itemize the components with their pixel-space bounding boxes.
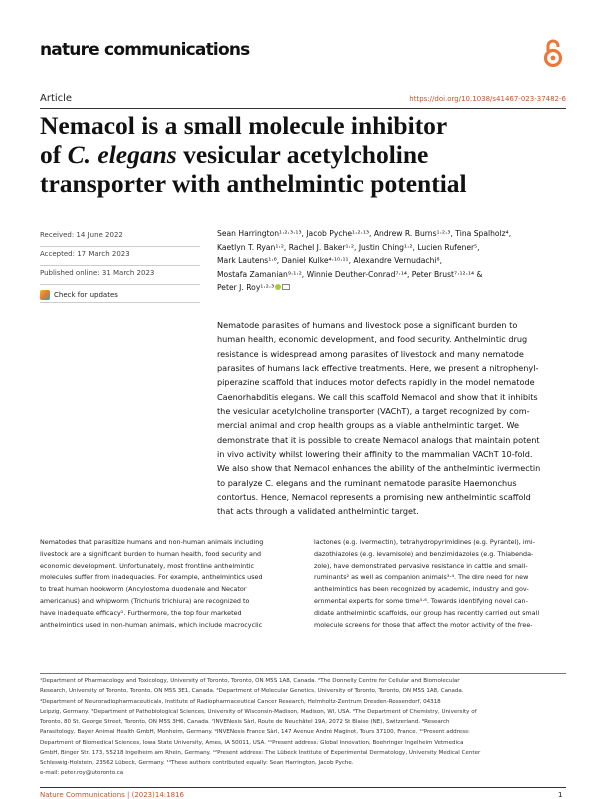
author-line: Peter J. Roy¹·²·³ bbox=[217, 281, 562, 295]
title-line: transporter with anthelmintic potential bbox=[40, 169, 467, 198]
abstract-line: mercial animal and crop health groups as a viable anthelmintic target. We bbox=[217, 420, 520, 431]
journal-title: nature communications bbox=[40, 40, 250, 60]
check-updates-button[interactable] bbox=[40, 285, 200, 303]
body-line: Nematodes that parasitize humans and non-human animals including bbox=[40, 538, 264, 546]
divider bbox=[40, 673, 566, 674]
article-title bbox=[40, 111, 560, 198]
email-link[interactable]: e-mail: peter.roy@utoronto.ca bbox=[40, 770, 124, 777]
abstract-line: demonstrate that it is possible to create Nemacol analogs that maintain potent bbox=[217, 434, 540, 445]
abstract-line: to paralyze C. elegans and the ruminant nematode parasite Haemonchus bbox=[217, 477, 517, 488]
article-type: Article bbox=[40, 93, 73, 104]
article-dates bbox=[40, 228, 200, 303]
envelope-icon[interactable] bbox=[282, 284, 290, 290]
abstract-line: Caenorhabditis elegans. We call this scaffold Nemacol and show that it inhibits bbox=[217, 391, 538, 402]
author-list bbox=[217, 227, 562, 295]
body-line: lactones (e.g. ivermectin), tetrahydropyrimidines (e.g. Pyrantel), imi- bbox=[314, 538, 535, 546]
orcid-icon[interactable] bbox=[275, 284, 281, 290]
title-species: C. elegans bbox=[67, 140, 177, 169]
abstract-line: piperazine scaffold that induces motor defects rapidly in the model nematode bbox=[217, 377, 535, 388]
body-line: have inadequate efficacy¹. Furthermore, the top four marketed bbox=[40, 608, 242, 617]
crossmark-icon bbox=[40, 290, 50, 300]
title-line-rest: vesicular acetylcholine bbox=[183, 140, 429, 169]
author-line: Sean Harrington¹·²·³·¹³, Jacob Pyche¹·²·¹³, Andrew R. Burns¹·²·³, Tina Spalholz⁴, bbox=[217, 229, 512, 238]
body-line: livestock are a significant burden to human health, food security and bbox=[40, 549, 262, 558]
title-line: Nemacol is a small molecule inhibitor bbox=[40, 111, 448, 140]
affiliations-footnotes bbox=[40, 676, 566, 779]
accepted-date: Accepted: 17 March 2023 bbox=[40, 247, 200, 266]
body-line: zole), have demonstrated pervasive resistance in cattle and small- bbox=[314, 561, 528, 570]
body-line: americanus) and whipworm (Trichuris trichiura) are recognized to bbox=[40, 596, 250, 605]
body-line: to treat human hookworm (Ancylostoma duodenale and Necator bbox=[40, 585, 247, 594]
received-date: Received: 14 June 2022 bbox=[40, 228, 200, 247]
journal-citation: Nature Communications | (2023)14:1816 bbox=[40, 791, 184, 799]
divider bbox=[40, 108, 566, 109]
check-updates-label: Check for updates bbox=[54, 290, 118, 299]
title-line-prefix: of bbox=[40, 140, 68, 169]
abstract-line: We also show that Nemacol enhances the ability of the anthelmintic ivermectin bbox=[217, 463, 541, 474]
author-line: Kaetlyn T. Ryan¹·², Rachel J. Baker¹·², Justin Ching¹·², Lucien Rufener⁵, bbox=[217, 242, 480, 252]
abstract-line: in vivo activity whilst lowering their affinity to the mammalian VAChT 10-fold. bbox=[217, 449, 533, 460]
author-line: Mostafa Zamanian⁹·¹·², Winnie Deuther-Conrad⁷·¹⁴, Peter Brust⁷·¹²·¹⁴ & bbox=[217, 269, 483, 279]
body-line: anthelmintics has been recognized by academic, industry and gov- bbox=[314, 585, 529, 594]
footnote-line: ⁴Department of Neuroradiopharmaceuticals, Institute of Radiopharmaceutical Cancer Research, Helmholtz-Zentrum Dresden-Rossendorf, 04318 bbox=[40, 698, 441, 705]
footnote-line: GmbH, Binger Str. 173, 55218 Ingelheim am Rhein, Germany. ¹²Present address: The Lübeck Institute of Experimental Dermatology, University Medical Center bbox=[40, 749, 481, 756]
abstract bbox=[217, 318, 565, 519]
abstract-line: contortus. Hence, Nemacol represents a promising new anthelmintic scaffold bbox=[217, 492, 531, 503]
title-line bbox=[40, 140, 560, 169]
body-line: ruminants² as well as companion animals³·⁴. The dire need for new bbox=[314, 573, 529, 582]
abstract-line: that acts through a validated anthelmintic target. bbox=[217, 506, 419, 517]
footnote-line: Research, University of Toronto, Toronto, ON M5S 3E1, Canada. ³Department of Molecular Genetics, University of Toronto, Toronto, ON M5S 1A8, Canada. bbox=[40, 688, 464, 695]
footnote-line: ¹Department of Pharmacology and Toxicology, University of Toronto, Toronto, ON M5S 1A8, Canada. ²The Donnelly Centre for Cellular and Biomolecular bbox=[40, 678, 460, 684]
abstract-line: Nematode parasites of humans and livestock pose a significant burden to bbox=[217, 320, 518, 330]
footnote-line: Schleswig-Holstein, 23562 Lübeck, Germany. ¹³These authors contributed equally: Sean Harrington, Jacob Pyche. bbox=[40, 760, 354, 766]
body-line: didate anthelmintic scaffolds, our group has recently carried out small bbox=[314, 608, 540, 617]
abstract-line: resistance is widespread among parasites of livestock and many nematode bbox=[217, 348, 524, 359]
footnote-line: Department of Biomedical Sciences, Iowa State University, Ames, IA 50011, USA. ¹¹Present address: Global Innovation, Boehringer Ingelheim Vetmedica bbox=[40, 739, 464, 746]
divider bbox=[40, 787, 566, 788]
abstract-line: the vesicular acetylcholine transporter (VAChT), a target recognized by com- bbox=[217, 406, 530, 417]
abstract-line: parasites of humans lack effective treatments. Here, we present a nitrophenyl- bbox=[217, 363, 539, 374]
body-column-right bbox=[314, 537, 562, 631]
body-line: molecule screens for those that affect the motor activity of the free- bbox=[314, 620, 533, 629]
body-column-left bbox=[40, 537, 288, 631]
published-date: Published online: 31 March 2023 bbox=[40, 266, 200, 285]
body-line: molecules suffer from inadequacies. For example, anthelmintics used bbox=[40, 573, 263, 582]
body-line: economic development. Unfortunately, most frontline anthelmintic bbox=[40, 561, 255, 570]
body-line: dazothiazoles (e.g. levamisole) and benzimidazoles (e.g. Thiabenda- bbox=[314, 549, 534, 558]
author-line: Mark Lautens¹·⁶, Daniel Kulke⁴·¹⁰·¹¹, Alexandre Vernudachi⁸, bbox=[217, 256, 442, 265]
footnote-line: Parasitology, Bayer Animal Health GmbH, Monheim, Germany. ⁹INVENesis France Sàrl, 147 Avenue André Maginot, Tours 37100, France. ¹⁰Present address: bbox=[40, 729, 470, 736]
abstract-line: human health, economic development, and food security. Anthelmintic drug bbox=[217, 334, 528, 345]
page-number: 1 bbox=[558, 791, 563, 799]
footnote-line: Toronto, 80 St. George Street, Toronto, ON M5S 3H6, Canada. ⁷INVENesis Sàrl, Route de Neuchâtel 19A, 2072 St Blaise (NE), Switzerland. ⁸Research bbox=[40, 719, 450, 725]
body-line: anthelmintics used in non-human animals, which include macrocyclic bbox=[40, 620, 263, 629]
doi-link[interactable]: https://doi.org/10.1038/s41467-023-37482-6 bbox=[409, 95, 566, 103]
body-line: ernmental experts for some time⁵·⁶. Towards identifying novel can- bbox=[314, 596, 528, 605]
open-access-icon[interactable] bbox=[540, 37, 566, 69]
footnote-line: Leipzig, Germany. ⁵Department of Pathobiological Sciences, University of Wisconsin-Madison, Madison, WI, USA. ⁶The Department of Chemistry, University of bbox=[40, 708, 477, 715]
